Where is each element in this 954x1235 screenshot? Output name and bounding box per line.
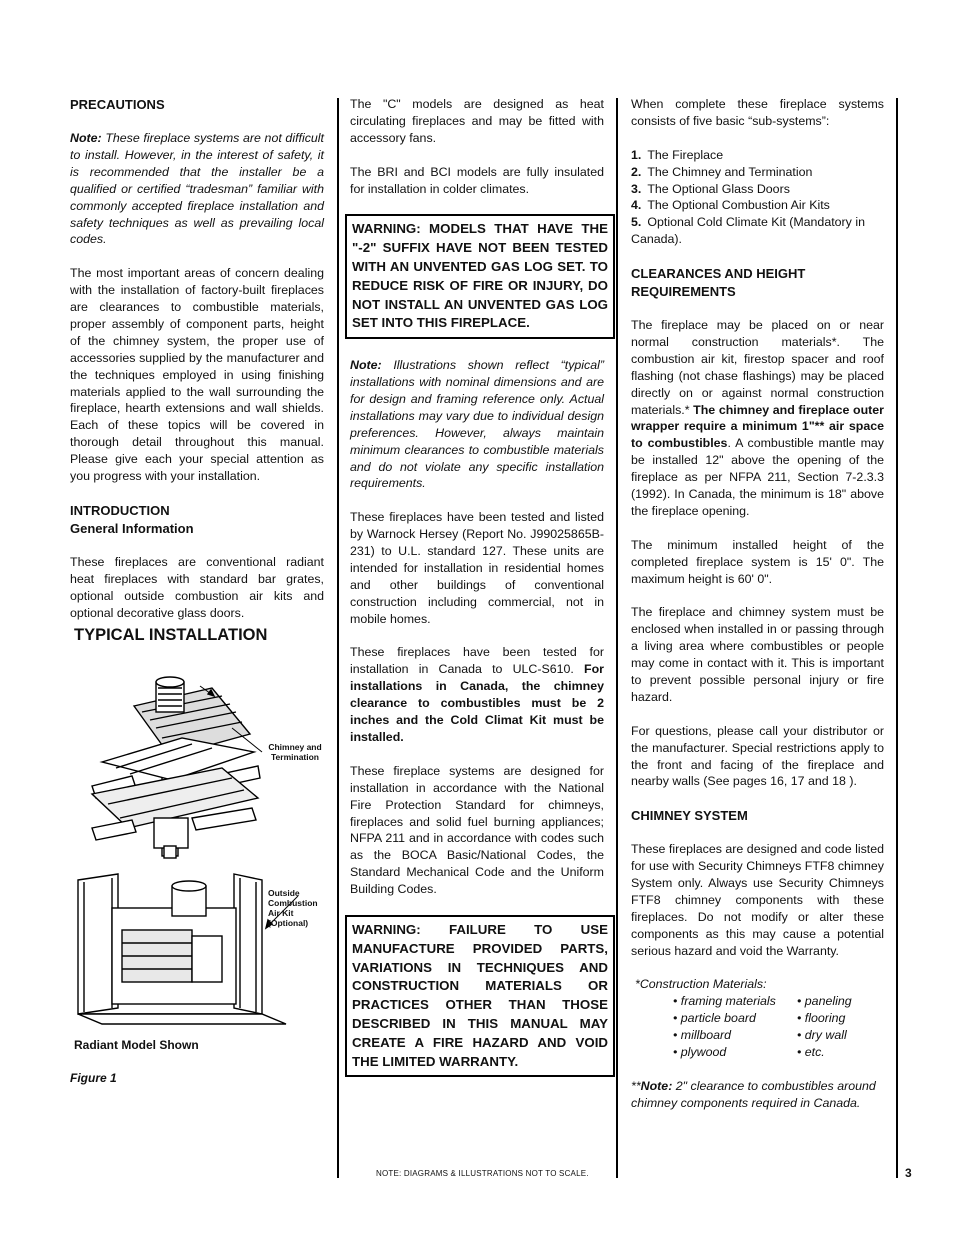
chimney-termination-label: Chimney and Termination — [268, 742, 322, 762]
list-item: • particle board — [673, 1011, 756, 1026]
list-item: • etc. — [797, 1045, 825, 1060]
clearances-paragraph: The fireplace may be placed on or near normal construction materials*. The combustion air kit, firestop spacer and roof flashing (not chase flashings) may be placed directly on or against normal construction materials.* The chimney and fireplace outer wrapper require a minimum 1"** air space to combustibles. A combustible mantle may be installed 12" above the opening of the fireplace as per NFPA 211, Section 7-2.3.3 (1992). In Canada, the minimum is 18" above the fireplace opening. — [631, 318, 884, 518]
precautions-heading: PRECAUTIONS — [70, 97, 165, 112]
clearances-heading: CLEARANCES AND HEIGHT REQUIREMENTS — [631, 266, 806, 300]
nfpa-paragraph: These fireplace systems are designed for installation in accordance with the National Fire Protection Standard for chimneys, fireplaces and solid fuel burning appliances; NFPA 211 and in accordance with codes such as the BOCA Basic/National Codes, the Standard Mechanical Code and the Uniform Building Codes. — [350, 763, 604, 897]
typical-installation-heading: TYPICAL INSTALLATION — [74, 626, 268, 644]
construction-materials-title: *Construction Materials: — [635, 977, 767, 992]
scale-note: NOTE: DIAGRAMS & ILLUSTRATIONS NOT TO SCALE. — [376, 1169, 589, 1178]
list-item: 4. The Optional Combustion Air Kits — [631, 198, 830, 213]
warning-box-unvented: WARNING: MODELS THAT HAVE THE "-2" SUFFIX HAVE NOT BEEN TESTED WITH AN UNVENTED GAS LOG SET. TO REDUCE RISK OF FIRE OR INJURY, DO NOT INSTALL AN UNVENTED GAS LOG SET INTO THIS FIREPLACE. — [345, 214, 615, 339]
chimney-system-heading: CHIMNEY SYSTEM — [631, 808, 748, 824]
list-item: 5. Optional Cold Climate Kit (Mandatory in Canada). — [631, 215, 865, 247]
figure-1 — [72, 668, 332, 1038]
general-information-heading: General Information — [70, 520, 194, 536]
subsystems-intro: When complete these fireplace systems consists of five basic “sub-systems”: — [631, 97, 884, 128]
list-item: • dry wall — [797, 1028, 847, 1043]
enclosed-paragraph: The fireplace and chimney system must be enclosed when installed in or passing through a living area where combustibles or people may come in contact with it. This is important to prevent possible personal injury or fire hazard. — [631, 605, 884, 704]
column-divider-2 — [616, 98, 618, 1178]
general-paragraph: These fireplaces are conventional radiant heat fireplaces with standard bar grates, optional outside combustion air kits and optional decorative glass doors. — [70, 554, 324, 620]
column-1 — [70, 96, 324, 638]
questions-paragraph: For questions, please call your distributor or the manufacturer. Special restrictions apply to the front and facing of the fireplace and nearby walls (See pages 16, 17 and 18 ). — [631, 723, 884, 789]
list-item: • paneling — [797, 994, 852, 1009]
page-number: 3 — [905, 1166, 912, 1180]
canada-clearance-note: **Note: 2" clearance to combustibles around chimney components required in Canada. — [631, 1078, 876, 1110]
list-item: • plywood — [673, 1045, 727, 1060]
column-2 — [350, 96, 608, 1077]
chimney-paragraph: These fireplaces are designed and code listed for use with Security Chimneys FTF8 chimney System only. Always use Security Chimneys FTF8 chimney components with these fireplaces. Do not modify or alter these components as this may cause a potential serious hazard and void the Warranty. — [631, 842, 884, 958]
min-height-paragraph: The minimum installed height of the completed fireplace system is 15' 0". The maximum height is 60' 0". — [631, 537, 884, 586]
outside-air-kit-label: Outside Combustion Air Kit (Optional) — [268, 888, 318, 928]
list-item: 3. The Optional Glass Doors — [631, 181, 790, 196]
figure-caption: Figure 1 — [70, 1071, 117, 1085]
bri-bci-paragraph: The BRI and BCI models are fully insulated for installation in colder climates. — [350, 164, 604, 196]
radiant-model-caption: Radiant Model Shown — [74, 1038, 199, 1052]
illustrations-note: Note: Illustrations shown reflect “typical” installations with nominal dimensions and are for design and framing reference only. Actual installations may vary due to individual design preferences. However, always maintain minimum clearances to combustible materials and do not violate any specific installation requirements. — [350, 358, 604, 491]
subsystems-list — [631, 147, 884, 248]
list-item: • millboard — [673, 1028, 732, 1043]
introduction-heading: INTRODUCTION — [70, 502, 170, 518]
installation-illustration — [72, 668, 332, 1038]
list-item: 1. The Fireplace — [631, 147, 724, 162]
list-item: 2. The Chimney and Termination — [631, 164, 813, 179]
list-item: • framing materials — [673, 994, 776, 1009]
c-models-paragraph: The "C" models are designed as heat circulating fireplaces and may be fitted with accessory fans. — [350, 97, 604, 145]
warning-box-parts: WARNING: FAILURE TO USE MANUFACTURE PROVIDED PARTS, VARIATIONS IN TECHNIQUES AND CONSTRUCTION MATERIALS OR PRACTICES OTHER THAN THOSE DESCRIBED IN THIS MANUAL MAY CREATE A FIRE HAZARD AND VOID THE LIMITED WARRANTY. — [345, 915, 615, 1077]
column-divider-1 — [337, 98, 339, 1178]
construction-materials-list — [631, 993, 884, 1061]
column-3 — [631, 96, 884, 1129]
tested-canada-paragraph: These fireplaces have been tested for installation in Canada to ULC-S610. For installations in Canada, the chimney clearance to combustibles must be 2 inches and the Cold Climat Kit must be installed. — [350, 645, 604, 744]
concern-paragraph: The most important areas of concern dealing with the installation of factory-built fireplaces are clearances to combustible materials, proper assembly of component parts, height of the chimney system, the proper use of accessories supplied by the manufacturer and the techniques employed in using finishing materials applied to the wall surrounding the fireplace, hearth extensions and wall shields. Each of these topics will be covered in thorough detail throughout this manual. Please give each your special attention as you progress with your installation. — [70, 266, 324, 484]
tested-us-paragraph: These fireplaces have been tested and listed by Warnock Hersey (Report No. J99025865B-231) to U.L. standard 127. These units are intended for installation in residential homes and other buildings of conventional construction including commercial, not in mobile homes. — [350, 510, 604, 626]
precautions-note: Note: These fireplace systems are not difficult to install. However, in the interest of safety, it is recommended that the installer be a qualified or certified “tradesman” familiar with commonly accepted fireplace installation and safety techniques as well as prevailing local codes. — [70, 131, 324, 247]
list-item: • flooring — [797, 1011, 846, 1026]
